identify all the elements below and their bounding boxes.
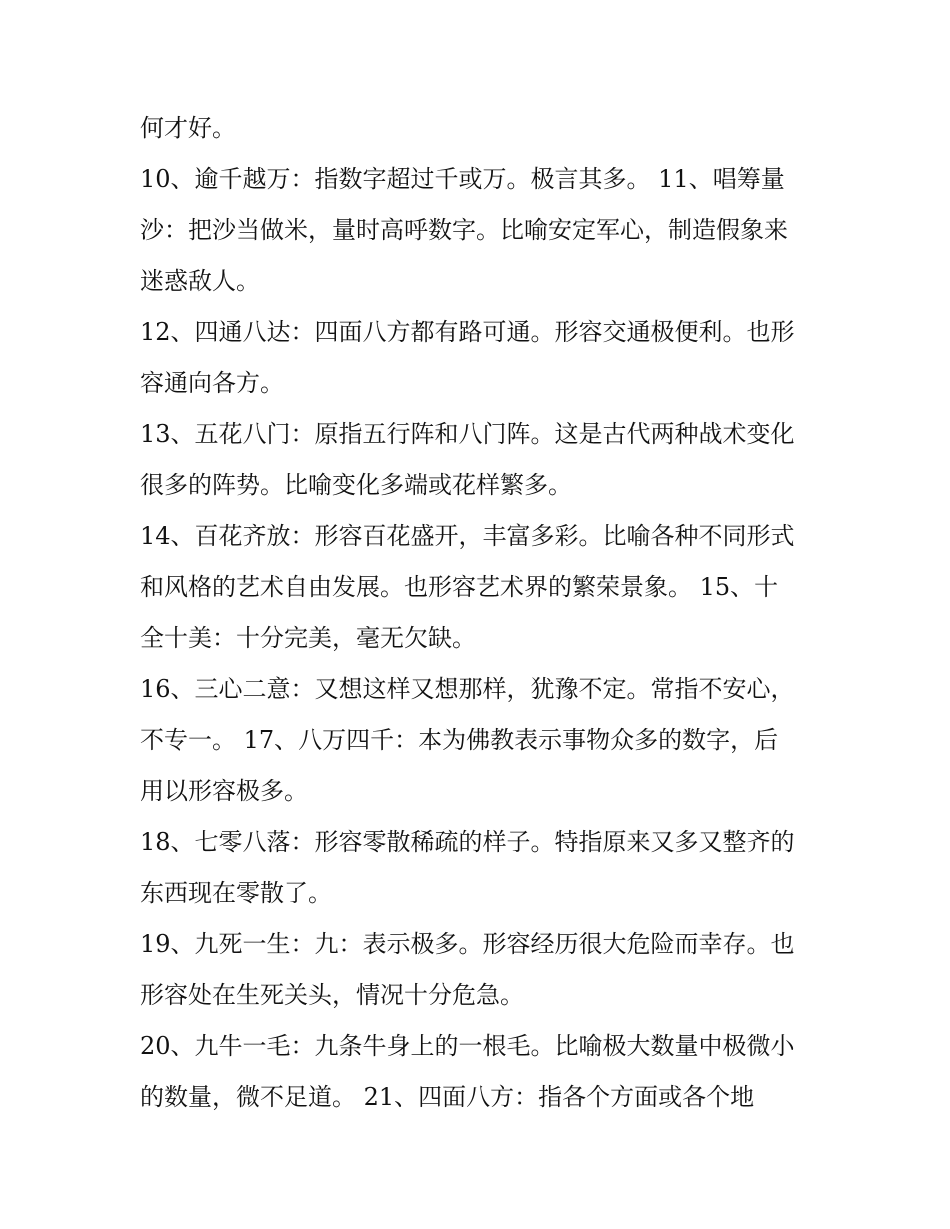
text-line: 的数量，微不足道。 21、四面八方：指各个方面或各个地 (140, 1083, 755, 1111)
text-line: 容通向各方。 (140, 369, 284, 397)
text-line: 18、七零八落：形容零散稀疏的样子。特指原来又多又整齐的 (140, 828, 795, 856)
text-line: 19、九死一生：九：表示极多。形容经历很大危险而幸存。也 (140, 930, 795, 958)
text-line: 10、逾千越万：指数字超过千或万。极言其多。 11、唱筹量 (140, 165, 785, 193)
text-line: 20、九牛一毛：九条牛身上的一根毛。比喻极大数量中极微小 (140, 1032, 795, 1060)
text-line: 和风格的艺术自由发展。也形容艺术界的繁荣景象。 15、十 (140, 573, 779, 601)
text-line: 全十美：十分完美，毫无欠缺。 (140, 624, 476, 652)
text-line: 沙：把沙当做米，量时高呼数字。比喻安定军心，制造假象来 (140, 216, 788, 244)
text-line: 12、四通八达：四面八方都有路可通。形容交通极便利。也形 (140, 318, 795, 346)
text-line: 很多的阵势。比喻变化多端或花样繁多。 (140, 471, 572, 499)
text-line: 不专一。 17、八万四千：本为佛教表示事物众多的数字，后 (140, 726, 779, 754)
text-line: 14、百花齐放：形容百花盛开，丰富多彩。比喻各种不同形式 (140, 522, 795, 550)
text-line: 东西现在零散了。 (140, 879, 332, 907)
text-line: 迷惑敌人。 (140, 267, 260, 295)
document-body (140, 103, 820, 1123)
text-line: 13、五花八门：原指五行阵和八门阵。这是古代两种战术变化 (140, 420, 795, 448)
text-line: 16、三心二意：又想这样又想那样，犹豫不定。常指不安心， (140, 675, 795, 703)
text-line: 用以形容极多。 (140, 777, 308, 805)
text-line: 何才好。 (140, 114, 236, 142)
text-line: 形容处在生死关头，情况十分危急。 (140, 981, 524, 1009)
